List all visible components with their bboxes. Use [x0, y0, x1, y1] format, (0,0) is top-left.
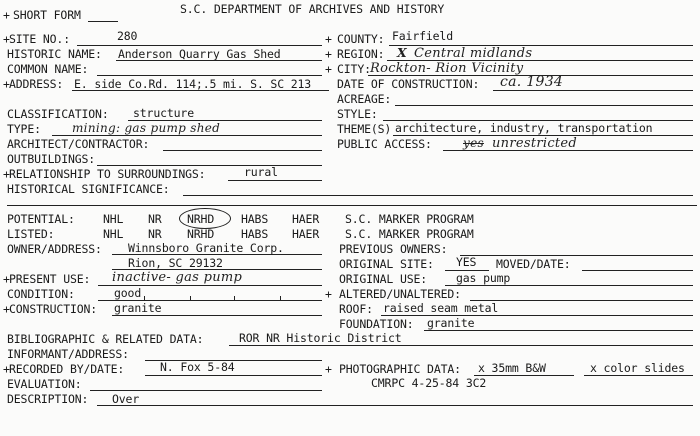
- region-marker: +: [325, 47, 332, 61]
- common-name-line: [97, 75, 322, 76]
- type-value: mining: gas pump shed: [72, 121, 221, 135]
- relationship-marker: +: [3, 167, 10, 181]
- significance-label: HISTORICAL SIGNIFICANCE:: [7, 182, 170, 196]
- county-marker: +: [325, 32, 332, 46]
- original-use-line: [445, 285, 693, 286]
- significance-line: [183, 195, 693, 196]
- condition-tick: [280, 296, 281, 300]
- potential-nhl: NHL: [103, 212, 124, 226]
- date-line: [493, 90, 693, 91]
- themes-value: architecture, industry, transportation: [395, 121, 653, 135]
- common-name-label: COMMON NAME:: [7, 62, 89, 76]
- potential-habs: HABS: [241, 212, 269, 226]
- previous-owners-line: [460, 255, 693, 256]
- description-value: Over: [112, 392, 140, 406]
- condition-label: CONDITION:: [7, 287, 75, 301]
- address-line: [72, 90, 329, 91]
- informant-label: INFORMANT/ADDRESS:: [7, 347, 129, 361]
- owner-underline: [112, 254, 322, 255]
- listed-habs: HABS: [241, 227, 269, 241]
- foundation-label: FOUNDATION:: [339, 317, 414, 331]
- address-marker: +: [3, 77, 10, 91]
- site-no-label: SITE NO.:: [9, 32, 70, 46]
- construction-label: CONSTRUCTION:: [9, 302, 98, 316]
- style-label: STYLE:: [337, 107, 378, 121]
- themes-label: THEME(S): [337, 122, 392, 136]
- potential-label: POTENTIAL:: [7, 212, 75, 226]
- address-value: E. side Co.Rd. 114;.5 mi. S. SC 213: [74, 77, 312, 91]
- nrhd-circle-mark: [179, 208, 231, 229]
- acreage-line: [395, 105, 693, 106]
- present-use-marker: +: [3, 272, 10, 286]
- owner-line2: Rion, SC 29132: [128, 256, 223, 270]
- public-access-struck: yes: [463, 136, 484, 150]
- county-label: COUNTY:: [337, 32, 385, 46]
- foundation-value: granite: [427, 316, 475, 330]
- present-use-value: inactive- gas pump: [112, 270, 243, 285]
- address-label: ADDRESS:: [9, 77, 64, 91]
- description-label: DESCRIPTION:: [7, 392, 89, 406]
- condition-tick: [144, 296, 145, 300]
- altered-marker: +: [325, 287, 332, 301]
- short-form-underline: [88, 21, 118, 22]
- listed-marker-program: S.C. MARKER PROGRAM: [345, 227, 474, 241]
- foundation-line: [424, 330, 693, 331]
- date-label: DATE OF CONSTRUCTION:: [337, 77, 480, 91]
- owner-line1: Winnsboro Granite Corp.: [128, 241, 284, 255]
- form-title: S.C. DEPARTMENT OF ARCHIVES AND HISTORY: [180, 2, 445, 16]
- listed-nr: NR: [148, 227, 162, 241]
- potential-haer: HAER: [292, 212, 320, 226]
- architect-line: [163, 150, 322, 151]
- condition-tick: [190, 296, 191, 300]
- bibliographic-value: ROR NR Historic District: [239, 331, 402, 345]
- altered-label: ALTERED/UNALTERED:: [339, 287, 461, 301]
- public-access-line: [443, 150, 693, 151]
- section-divider-line: [7, 205, 697, 206]
- roof-label: ROOF:: [339, 302, 373, 316]
- condition-value: good: [114, 286, 142, 300]
- original-site-label: ORIGINAL SITE:: [339, 257, 434, 271]
- listed-label: LISTED:: [7, 227, 55, 241]
- recorded-marker: +: [3, 362, 10, 376]
- construction-line: [112, 315, 322, 316]
- bibliographic-label: BIBLIOGRAPHIC & RELATED DATA:: [7, 332, 204, 346]
- bibliographic-line: [229, 345, 693, 346]
- recorded-value: N. Fox 5-84: [160, 360, 235, 374]
- photo-color: x color slides: [590, 361, 685, 375]
- potential-nr: NR: [148, 212, 162, 226]
- evaluation-label: EVALUATION:: [7, 377, 82, 391]
- altered-line: [470, 300, 693, 301]
- type-line: [52, 135, 322, 136]
- region-value: Central midlands: [414, 46, 533, 61]
- relationship-line: [228, 180, 322, 181]
- region-label: REGION:: [337, 47, 385, 61]
- site-no-line: [77, 45, 322, 46]
- photo-marker: +: [325, 362, 332, 376]
- short-form-marker: +: [3, 8, 10, 22]
- construction-value: granite: [114, 301, 162, 315]
- county-value: Fairfield: [392, 29, 453, 43]
- present-use-label: PRESENT USE:: [9, 272, 91, 286]
- photo-info: CMRPC 4-25-84 3C2: [371, 376, 487, 390]
- construction-marker: +: [3, 302, 10, 316]
- architect-label: ARCHITECT/CONTRACTOR:: [7, 137, 150, 151]
- site-no-marker: +: [3, 32, 10, 46]
- acreage-label: ACREAGE:: [337, 92, 392, 106]
- original-site-value: YES: [456, 255, 477, 269]
- site-no-value: 280: [117, 29, 138, 43]
- classification-label: CLASSIFICATION:: [7, 107, 109, 121]
- photo-label: PHOTOGRAPHIC DATA:: [339, 362, 461, 376]
- relationship-value: rural: [244, 165, 278, 179]
- type-label: TYPE:: [7, 122, 41, 136]
- condition-tick: [234, 296, 235, 300]
- city-label: CITY:: [337, 62, 371, 76]
- roof-value: raised seam metal: [383, 301, 499, 315]
- region-strike: X: [397, 45, 407, 60]
- outbuildings-line: [97, 165, 322, 166]
- owner-label: OWNER/ADDRESS:: [7, 242, 102, 256]
- listed-nrhd: NRHD: [187, 227, 215, 241]
- date-value: ca. 1934: [500, 74, 564, 90]
- listed-haer: HAER: [292, 227, 320, 241]
- potential-marker-program: S.C. MARKER PROGRAM: [345, 212, 474, 226]
- public-access-value: unrestricted: [492, 136, 578, 151]
- previous-owners-label: PREVIOUS OWNERS:: [339, 242, 448, 256]
- recorded-label: RECORDED BY/DATE:: [9, 362, 125, 376]
- recorded-line: [145, 375, 322, 376]
- classification-value: structure: [133, 106, 194, 120]
- moved-date-label: MOVED/DATE:: [496, 257, 571, 271]
- short-form-label: SHORT FORM: [13, 8, 81, 22]
- historic-name-label: HISTORIC NAME:: [7, 47, 102, 61]
- outbuildings-label: OUTBUILDINGS:: [7, 152, 96, 166]
- public-access-label: PUBLIC ACCESS:: [337, 137, 432, 151]
- listed-nhl: NHL: [103, 227, 124, 241]
- city-marker: +: [325, 62, 332, 76]
- historic-name-value: Anderson Quarry Gas Shed: [118, 47, 281, 61]
- photo-bw-line: [474, 375, 574, 376]
- potential-nrhd: NRHD: [187, 212, 215, 226]
- photo-bw: x 35mm B&W: [478, 361, 546, 375]
- original-use-label: ORIGINAL USE:: [339, 272, 428, 286]
- city-value: Rockton- Rion Vicinity: [370, 61, 524, 76]
- photo-color-line: [584, 375, 693, 376]
- moved-date-line: [582, 270, 693, 271]
- original-use-value: gas pump: [456, 271, 511, 285]
- evaluation-line: [90, 390, 322, 391]
- description-line: [97, 405, 693, 406]
- historic-name-line: [116, 60, 322, 61]
- relationship-label: RELATIONSHIP TO SURROUNDINGS:: [9, 167, 206, 181]
